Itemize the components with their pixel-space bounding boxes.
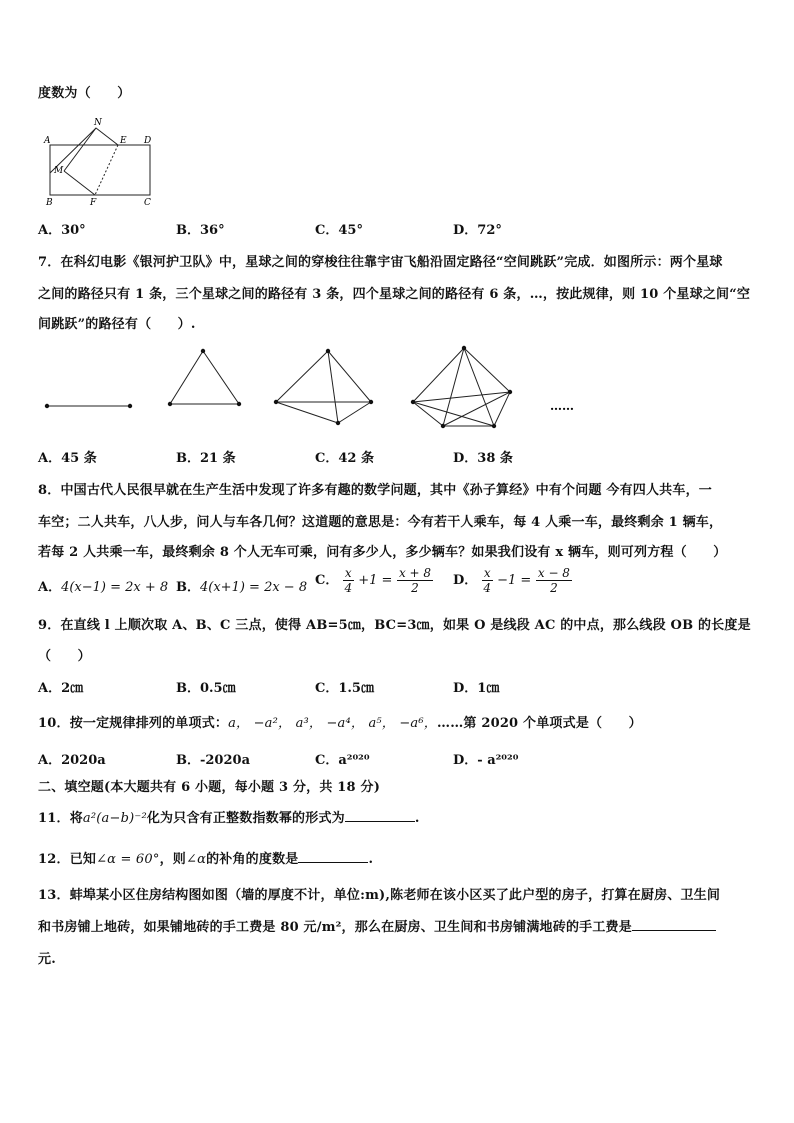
q9-option-d[interactable]: D．1㎝ bbox=[453, 681, 500, 696]
q12-prefix: 12．已知 bbox=[38, 852, 97, 867]
q7-line1: 7．在科幻电影《银河护卫队》中，星球之间的穿梭往往靠宇宙飞船沿固定路径“空间跳跃”完成．如图所示：两个星球 bbox=[38, 255, 723, 270]
q12-expr: ∠α = 60° bbox=[96, 852, 160, 867]
q12-mid: ，则 bbox=[159, 852, 186, 867]
q12-end: . bbox=[368, 852, 374, 867]
label-C: C bbox=[144, 198, 151, 205]
q13-line2: 和书房铺上地砖，如果铺地砖的手工费是 80 元/m²，那么在厨房、卫生间和书房铺满地砖的手工费是 bbox=[38, 920, 632, 935]
q8-option-b-label: B． bbox=[176, 580, 200, 595]
q8-option-d[interactable] bbox=[453, 566, 572, 595]
q9-line1: 9．在直线 l 上顺次取 A、B、C 三点，使得 AB=5㎝，BC=3㎝，如果 O 是线段 AC 的中点，那么线段 OB 的长度是 bbox=[38, 618, 751, 633]
q6-option-c[interactable]: C．45° bbox=[315, 223, 363, 238]
q8-option-d-label: D． bbox=[453, 573, 478, 588]
label-F: F bbox=[90, 198, 97, 205]
q8-option-b[interactable] bbox=[176, 576, 307, 595]
q10-option-c[interactable]: C．a²⁰²⁰ bbox=[315, 753, 370, 768]
q7-line2: 之间的路径只有 1 条，三个星球之间的路径有 3 条，四个星球之间的路径有 6 条，…，按此规律，则 10 个星球之间“空 bbox=[38, 287, 751, 302]
q7-line3: 间跳跃”的路径有（ ）. bbox=[38, 317, 196, 332]
q8-option-a[interactable] bbox=[38, 576, 168, 595]
q10-line bbox=[38, 712, 642, 731]
q8-line1: 8．中国古代人民很早就在生产生活中发现了许多有趣的数学问题，其中《孙子算经》中有个问题 今有四人共车，一 bbox=[38, 483, 712, 498]
q9-option-a[interactable]: A．2㎝ bbox=[38, 681, 84, 696]
q8-option-a-label: A． bbox=[38, 580, 62, 595]
q7-option-b[interactable]: B．21 条 bbox=[176, 451, 236, 466]
label-A: A bbox=[44, 136, 51, 146]
q6-option-a[interactable]: A．30° bbox=[38, 223, 86, 238]
q11-expr: a²(a−b)⁻² bbox=[82, 811, 147, 826]
q6-option-b[interactable]: B．36° bbox=[176, 223, 225, 238]
q8-option-c[interactable] bbox=[315, 566, 433, 595]
q10-sequence: a， −a²， a³， −a⁴， a⁵， −a⁶， bbox=[228, 716, 437, 731]
q6-option-d[interactable]: D．72° bbox=[453, 223, 502, 238]
q11-answer-blank[interactable] bbox=[345, 809, 415, 822]
q13-line1: 13．蚌埠某小区住房结构图如图（墙的厚度不计，单位:m),陈老师在该小区买了此户型的房子，打算在厨房、卫生间 bbox=[38, 888, 721, 903]
q9-option-b[interactable]: B．0.5㎝ bbox=[176, 681, 236, 696]
q11-suffix: 化为只含有正整数指数幂的形式为 bbox=[146, 811, 345, 826]
q8-option-d-frac2: $\frac{x - 8}{2}$ bbox=[537, 566, 570, 595]
q8-option-b-expr: 4(x+1) = 2x − 8 bbox=[200, 580, 308, 595]
q10-prefix: 10．按一定规律排列的单项式： bbox=[38, 716, 229, 731]
q6-rectangle-figure bbox=[40, 115, 170, 205]
q8-option-d-mid: −1 = bbox=[497, 573, 532, 588]
q11-prefix: 11．将 bbox=[38, 811, 83, 826]
q8-line3: 若每 2 人共乘一车，最终剩余 8 个人无车可乘，问有多少人，多少辆车？如果我们设有 x 辆车，则可列方程（ ） bbox=[38, 545, 727, 560]
q7-ellipsis: …… bbox=[550, 399, 574, 413]
q8-option-c-frac2: $\frac{x + 8}{2}$ bbox=[398, 566, 432, 595]
label-E: E bbox=[120, 136, 127, 146]
q11-line bbox=[38, 807, 420, 826]
q9-option-c[interactable]: C．1.5㎝ bbox=[315, 681, 374, 696]
q8-option-c-frac1: $\frac{x}{4}$ bbox=[344, 566, 353, 595]
q13-line3: 元. bbox=[38, 952, 56, 967]
q12-expr2: ∠α bbox=[185, 852, 207, 867]
q9-line2: （ ） bbox=[38, 649, 91, 664]
q11-end: . bbox=[414, 811, 420, 826]
label-N: N bbox=[94, 118, 102, 128]
q8-option-c-label: C． bbox=[315, 573, 339, 588]
q10-option-d[interactable]: D．- a²⁰²⁰ bbox=[453, 753, 519, 768]
q10-option-a[interactable]: A．2020a bbox=[38, 753, 106, 768]
q8-line2: 车空；二人共车，八人步，问人与车各几何？这道题的意思是：今有若干人乘车，每 4 人乘一车，最终剩余 1 辆车， bbox=[38, 515, 723, 530]
q13-line2-wrap bbox=[38, 916, 716, 935]
section2-heading: 二、填空题(本大题共有 6 小题，每小题 3 分，共 18 分) bbox=[38, 780, 381, 795]
q7-option-a[interactable]: A．45 条 bbox=[38, 451, 97, 466]
label-D: D bbox=[144, 136, 152, 146]
q7-option-d[interactable]: D．38 条 bbox=[453, 451, 513, 466]
label-B: B bbox=[46, 198, 53, 205]
q12-suffix: 的补角的度数是 bbox=[206, 852, 299, 867]
q8-option-d-frac1: $\frac{x}{4}$ bbox=[483, 566, 492, 595]
q12-line bbox=[38, 848, 373, 867]
q7-option-c[interactable]: C．42 条 bbox=[315, 451, 374, 466]
q7-planet-paths-figure bbox=[40, 340, 600, 435]
q10-suffix: ……第 2020 个单项式是（ ） bbox=[437, 716, 642, 731]
q13-answer-blank[interactable] bbox=[632, 918, 716, 931]
label-M: M bbox=[54, 166, 64, 176]
q10-option-b[interactable]: B．-2020a bbox=[176, 753, 250, 768]
q6-stem-tail: 度数为（ ） bbox=[38, 86, 131, 101]
q8-option-c-mid: +1 = bbox=[358, 573, 393, 588]
q8-option-a-expr: 4(x−1) = 2x + 8 bbox=[61, 580, 169, 595]
q12-answer-blank[interactable] bbox=[298, 850, 368, 863]
